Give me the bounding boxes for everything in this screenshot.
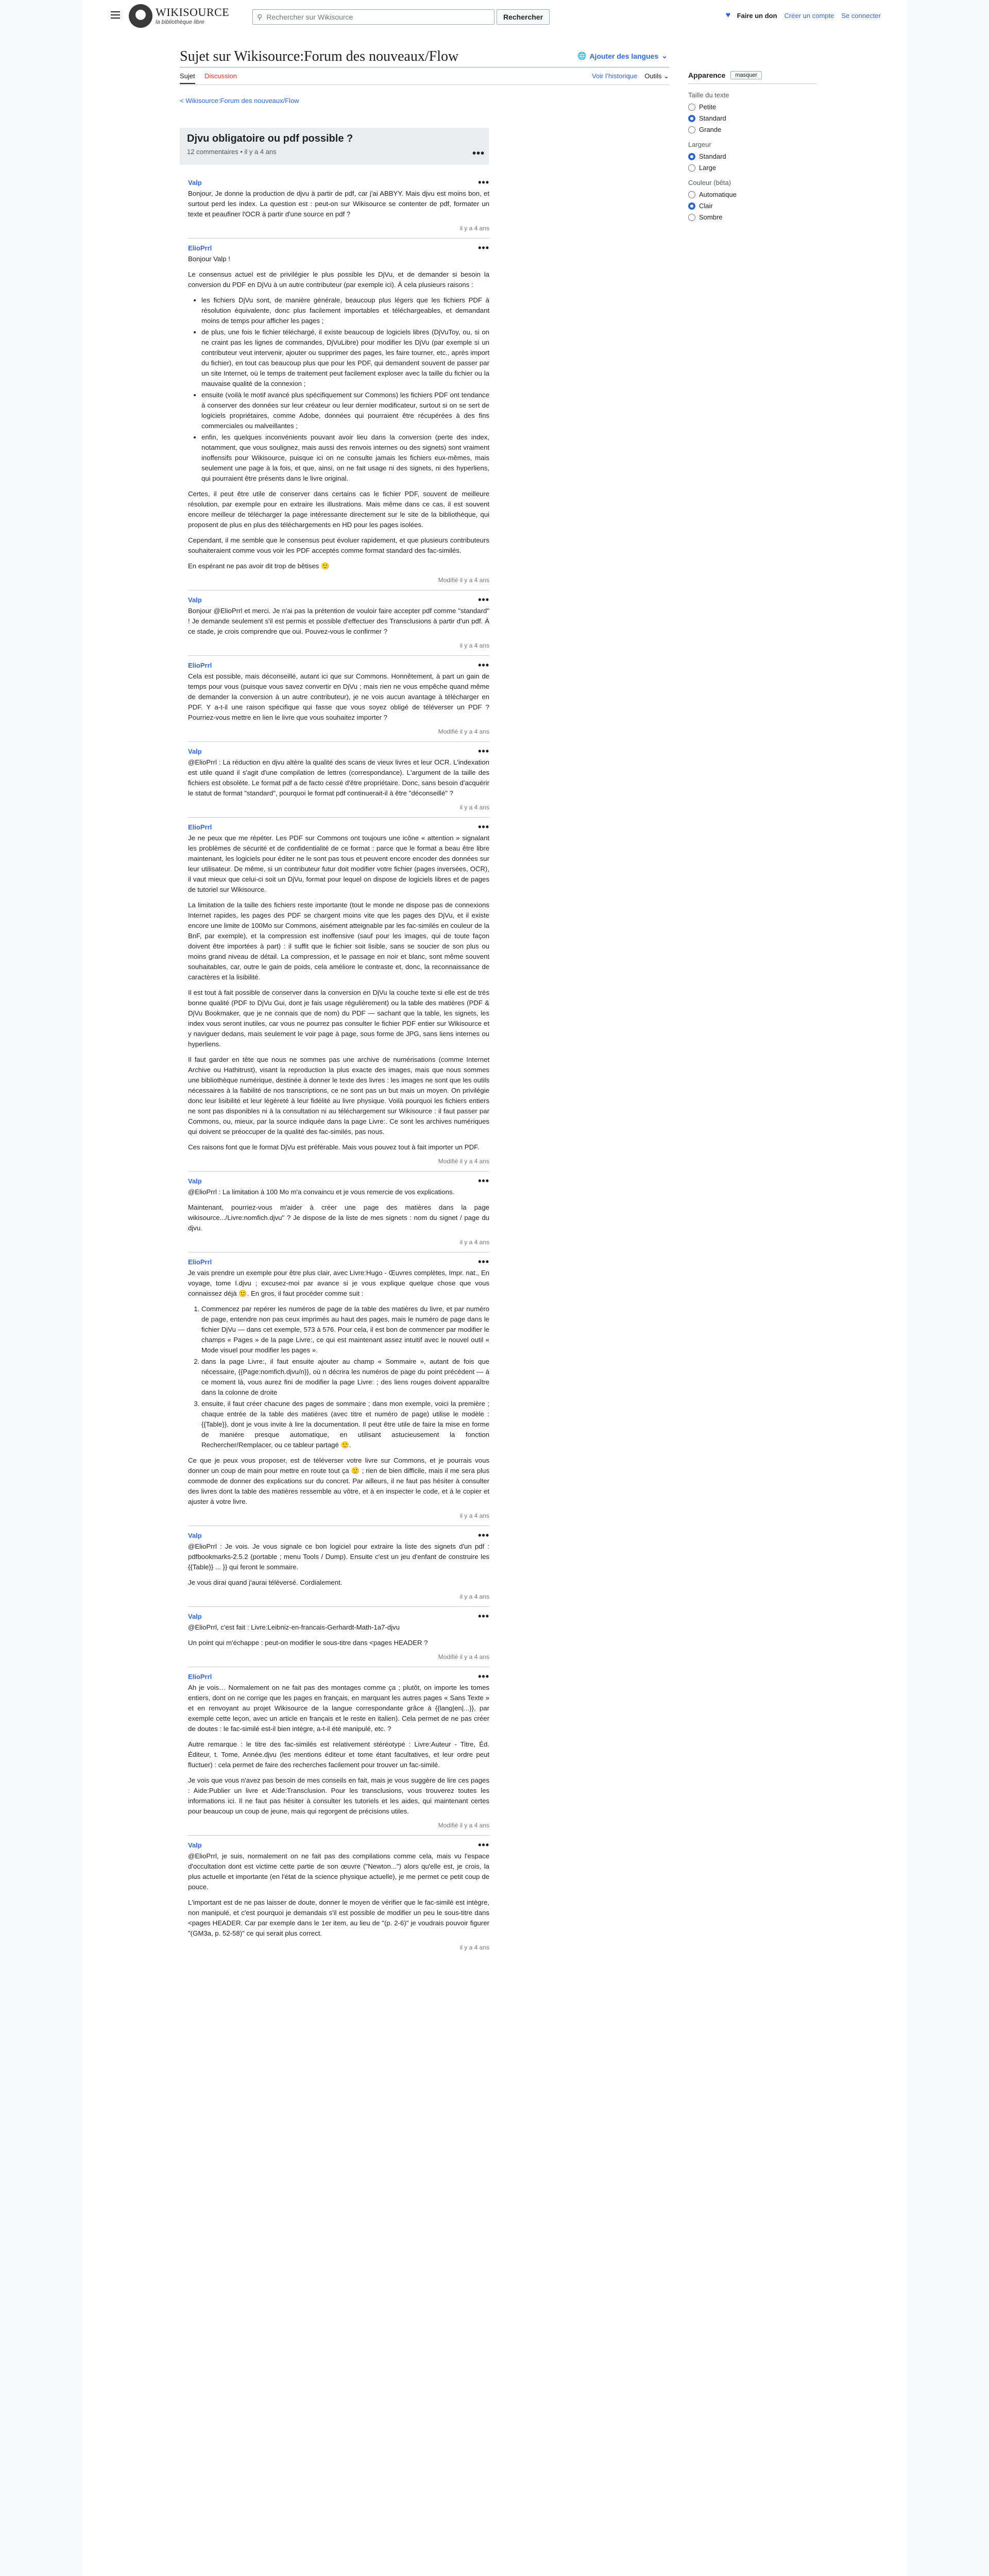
post-timestamp[interactable]: il y a 4 ans — [459, 1944, 489, 1951]
tabs-divider — [180, 84, 669, 85]
post — [188, 1252, 489, 1526]
post-timestamp[interactable]: Modifié il y a 4 ans — [438, 1822, 489, 1829]
page-tabs — [180, 72, 669, 84]
post — [188, 238, 489, 590]
post-paragraph: Autre remarque : le titre des fac-similés est relativement stéréotypé : Livre:Auteur - Titre, Éd. Éditeur, t. Tome, Année.djvu (les mentions éditeur et tome étant facultatives, et leur ordre peut fluctuer) : cela permet de faire des recherches facilement pour trouver un fac-similé. — [188, 1740, 489, 1769]
text-size-group — [688, 91, 817, 133]
list-item: • de plus, une fois le fichier téléchargé, il existe beaucoup de logiciels libres (DjVuToy, ou, si on ne craint pas les lignes de commandes, DjVuLibre) pour modifier les DjVu (par exemple si un contributeur veut intervenir, ajouter ou supprimer des pages, les faire tourner, etc., après import du fichier), en tout cas beaucoup plus que pour les PDF, qui demandent souvent de passer par un site Internet, où le temps de traitement peut facilement exploser avec la taille du fichier ou la mauvaise qualité de la connexion ; — [201, 327, 489, 389]
post-paragraph: Cela est possible, mais déconseillé, autant ici que sur Commons. Honnêtement, à part un gain de temps pour vous (puisque vous savez convertir en DjVu ; mais rien ne vous empêche quand même de demander la conversion à un autre contributeur), je ne vois aucun avantage à télécharger en PDF. Y a-t-il une raison spécifique qui fasse que vous soyez obligé de téléverser un PDF ? Pourriez-vous mettre en lien le livre que vous souhaitez importer ? — [188, 672, 489, 721]
post-body — [188, 757, 489, 799]
wikisource-logo-icon — [129, 4, 152, 28]
post-timestamp[interactable]: il y a 4 ans — [459, 1239, 489, 1246]
post-paragraph: @ElioPrrl : La réduction en djvu altère la qualité des scans de vieux livres et leur OCR. L'indexation est utile quand il s'agit d'une compilation de lettres (correspondance). L'argument de la taille des fichiers est obsolète. Le format pdf a de facto cessé d'être propriétaire. Donc, sans besoin d'acquérir le statut de format "standard", pourquoi le format pdf continuerait-il à être "déconseillé" ? — [188, 758, 489, 797]
list-item: • ensuite (voilà le motif avancé plus spécifiquement sur Commons) les fichiers PDF ont tendance à conserver des données sur leur créateur ou leur dernier modificateur, surtout si on se sert de logiciels propriétaires, comme Adobe, données qui pourraient être récupérées à des fins commerciales ou malveillantes ; — [201, 390, 489, 431]
appearance-title: Apparence — [688, 71, 726, 79]
chevron-down-icon: ⌄ — [663, 72, 669, 80]
view-history-link[interactable]: Voir l’historique — [592, 72, 638, 80]
site-header — [82, 0, 907, 33]
post-paragraph: @ElioPrrl, c'est fait : Livre:Leibniz-en-francais-Gerhardt-Math-1a7-djvu — [188, 1623, 400, 1631]
post-actions-menu[interactable]: ••• — [478, 660, 489, 670]
post-timestamp[interactable]: il y a 4 ans — [459, 225, 489, 232]
topic-meta: 12 commentaires • il y a 4 ans — [187, 148, 277, 156]
post-header — [188, 1176, 489, 1186]
post-actions-menu[interactable]: ••• — [478, 177, 489, 188]
post-actions-menu[interactable]: ••• — [478, 1257, 489, 1267]
language-icon: 🌐 — [577, 52, 587, 60]
post-paragraph: L'important est de ne pas laisser de doute, donner le moyen de vérifier que le fac-similé est intègre, non manipulé, et c'est pourquoi je demandais s'il est possible de modifier un peu le sous-titre dans <pages HEADER. Car par exemple dans le 1er item, au lieu de "(p. 2-6)" je voudrais pouvoir figurer "(GM3a, p. 52-58)" ce qui serait plus correct. — [188, 1899, 489, 1937]
post-body — [188, 671, 489, 723]
post-author[interactable]: Valp — [188, 1531, 202, 1539]
numbered-list — [201, 1304, 489, 1450]
post-paragraph: @ElioPrrl, je suis, normalement on ne fait pas des compilations comme cela, mais vu l'espace d'occultation dont est victime cette partie de son œuvre ("Newton...") alors qu'elle est, je crois, la plus actuelle et importante (en l'état de la science physique actuelle), je me permet ce petit coup de pouce. — [188, 1852, 489, 1891]
post-body — [188, 1268, 489, 1507]
post-author[interactable]: ElioPrrl — [188, 823, 212, 831]
post-author[interactable]: Valp — [188, 1177, 202, 1185]
radio-button[interactable] — [688, 191, 695, 198]
radio-button[interactable] — [688, 115, 695, 122]
post-actions-menu[interactable]: ••• — [478, 243, 489, 253]
appearance-panel — [688, 71, 817, 225]
tab-discussion[interactable]: Discussion — [204, 72, 237, 80]
tools-label: Outils — [644, 72, 662, 80]
option-label: Standard — [699, 152, 726, 160]
post — [188, 741, 489, 817]
main-menu-button[interactable] — [108, 9, 123, 24]
post-actions-menu[interactable]: ••• — [478, 595, 489, 605]
post-paragraph: Un point qui m'échappe : peut-on modifier le sous-titre dans <pages HEADER ? — [188, 1639, 428, 1647]
post-paragraph: Certes, il peut être utile de conserver dans certains cas le fichier PDF, souvent de meilleure résolution, par exemple pour en extraire les illustrations. Mais même dans ce cas, il est souvent encore meilleur de télécharger la page intéressante directement sur le site de la bibliothèque, qui proposent de plus en plus des téléchargements en HD pour les pages isolées. — [188, 490, 489, 529]
topic-actions-menu[interactable]: ••• — [472, 148, 485, 159]
post-body — [188, 1851, 489, 1939]
option-label: Clair — [699, 202, 713, 210]
post-author[interactable]: Valp — [188, 596, 202, 604]
post-paragraph: Bonjour @ElioPrrl et merci. Je n'ai pas la prétention de vouloir faire accepter pdf comme "standard" ! Je demande seulement s'il est permis et possible d'effectuer des Transclusions à partir d'un pdf. À ce stade, je crois comprendre que oui. Pouvez-vous le confirmer ? — [188, 607, 489, 635]
post-actions-menu[interactable]: ••• — [478, 822, 489, 832]
post-paragraph: Cependant, il me semble que le consensus peut évoluer rapidement, et que plusieurs contributeurs souhaiteraient comme vous voir les PDF acceptés comme format standard des fac-similés. — [188, 536, 489, 554]
post-body — [188, 254, 489, 571]
post-author[interactable]: Valp — [188, 747, 202, 755]
post-paragraph: Bonjour, Je donne la production de djvu à partir de pdf, car j'ai ABBYY. Mais djvu est moins bon, et surtout perd les index. La question est : peut-on sur Wikisource se contenter de pdf, formater un texte et peaufiner l'OCR à partir d'une source en pdf ? — [188, 190, 489, 218]
search-button[interactable]: Rechercher — [497, 9, 550, 25]
post-paragraph: Maintenant, pourriez-vous m'aider à créer une page des matières dans la page wikisource.../Livre:nomfich.djvu" ? Je dispose de la liste de mes signets : nom du signet / page du djvu. — [188, 1204, 489, 1232]
post-body — [188, 606, 489, 637]
topic-title: Djvu obligatoire ou pdf possible ? — [187, 133, 353, 144]
post-body — [188, 189, 489, 219]
width-option-standard[interactable] — [688, 152, 817, 160]
post — [188, 1835, 489, 1957]
size-option-small[interactable] — [688, 103, 817, 111]
tab-subject[interactable]: Sujet — [180, 72, 195, 84]
login-link[interactable]: Se connecter — [841, 11, 881, 20]
post-list — [188, 173, 489, 1957]
search-input[interactable] — [252, 9, 494, 25]
post-paragraph: La limitation de la taille des fichiers reste importante (tout le monde ne dispose pas de connexions Internet rapides, les pages des PDF se chargent moins vite que les pages des DjVu, et il existe encore une limite de 100Mo sur Commons, aisément atteignable par les fac-similés en couleur de la BnF, par exemple), et la compression est inoffensive (sauf pour les images, qui de toute façon doivent être importées à part) : il suffit que le fichier soit lisible, sans se soucier de son plus ou moins grand niveau de détail. La compression, et le passage en noir et blanc, sont même souvent souhaitables, car, outre le gain de poids, cela améliore le contraste et, donc, la reconnaissance de caractères et la lisibilité. — [188, 901, 489, 981]
post-body — [188, 833, 489, 1153]
search-icon: ⚲ — [257, 12, 263, 21]
post-paragraph: Il est tout à fait possible de conserver dans la conversion en DjVu la couche texte si elle est de très bonne qualité (PDF to DjVu Gui, dont je fais usage régulièrement) ou la table des matières (PDF & DjVu Bookmaker, que je ne connais que de nom) du PDF — sachant que la table, les signets, les index vous seront inutiles, car vous ne pourrez pas consulter le fichier PDF entier sur Wikisource et y naviguer dedans, mais seulement le voir page à page, sous forme de JPG, sans liens internes ou hyperliens. — [188, 989, 489, 1048]
donate-link[interactable] — [726, 11, 777, 20]
color-option-dark[interactable] — [688, 213, 817, 221]
radio-button[interactable] — [688, 202, 695, 210]
post-paragraph: @ElioPrrl : La limitation à 100 Mo m'a convaincu et je vous remercie de vos explications. — [188, 1188, 455, 1196]
post — [188, 1606, 489, 1667]
post-body — [188, 1541, 489, 1588]
post-actions-menu[interactable]: ••• — [478, 746, 489, 756]
post-timestamp[interactable]: Modifié il y a 4 ans — [438, 728, 489, 735]
tools-menu[interactable] — [644, 72, 669, 80]
radio-button[interactable] — [688, 104, 695, 111]
post — [188, 1171, 489, 1252]
create-account-link[interactable]: Créer un compte — [784, 11, 834, 20]
post-actions-menu[interactable]: ••• — [478, 1840, 489, 1850]
logo-tagline: la bibliothèque libre — [156, 19, 204, 25]
post-paragraph: Je vous dirai quand j'aurai téléversé. Cordialement. — [188, 1579, 343, 1586]
radio-button[interactable] — [688, 214, 695, 221]
width-option-large[interactable] — [688, 164, 817, 172]
post-author[interactable]: ElioPrrl — [188, 244, 212, 252]
post-actions-menu[interactable]: ••• — [478, 1611, 489, 1621]
text-size-label: Taille du texte — [688, 91, 729, 99]
post-author[interactable]: ElioPrrl — [188, 1672, 212, 1681]
post-header — [188, 1840, 489, 1850]
post-header — [188, 243, 489, 253]
post-timestamp[interactable]: il y a 4 ans — [459, 804, 489, 811]
post-timestamp[interactable]: il y a 4 ans — [459, 1593, 489, 1600]
radio-button[interactable] — [688, 153, 695, 160]
option-label: Standard — [699, 114, 726, 122]
post — [188, 655, 489, 741]
breadcrumb[interactable]: < Wikisource:Forum des nouveaux/Flow — [180, 97, 299, 105]
post-header — [188, 595, 489, 605]
topic-header — [180, 128, 489, 165]
list-item: 3. ensuite, il faut créer chacune des pages de sommaire ; dans mon exemple, voici la première ; chaque entrée de la table des matières (avec titre et numéro de page) utilise le modèle : {{Table}}, dont je vous invite à lire la documentation. Il peut être utile de faire la mise en forme de manière presque automatique, en utilisant astucieusement la fonction Rechercher/Remplacer, ou ce tableur partagé 🙂. — [201, 1399, 489, 1450]
list-item: 1. Commencez par repérer les numéros de page de la table des matières du livre, et par numéro de page, entendre non pas ceux imprimés au haut des pages, mais le numéro de page dans le fichier DjVu — dans cet exemple, 573 à 576. Pour cela, il est bon de commencer par modifier le champs « Pages » de la page Livre:, ce qui est maintenant assez intuitif avec le nouvel outil « Mode visuel pour modifier les pages ». — [201, 1304, 489, 1355]
post-paragraph: Ce que je peux vous proposer, est de téléverser votre livre sur Commons, et je pourrais vous donner un coup de main pour mettre en route tout ça 🙂 ; rien de bien difficile, mais il me sera plus commode de donner des explications sur du concret. Par ailleurs, il ne faut pas hésiter à consulter des livres dont la table des matières ressemble au vôtre, et à en inspecter le code, et à le copier et ajuster à votre livre. — [188, 1456, 489, 1505]
post-author[interactable]: Valp — [188, 1841, 202, 1849]
post-author[interactable]: ElioPrrl — [188, 661, 212, 669]
post-body — [188, 1187, 489, 1233]
post-paragraph: Il faut garder en tête que nous ne sommes pas une archive de numérisations (comme Internet Archive ou Hathitrust), visant la reproduction la plus exacte des images, mais que nous sommes une bibliothèque numérique, destinée à donner le texte des livres : les images ne sont que les outils nécessaires à la fiabilité de nos transcriptions, ce ne sont pas un but mais un moyen. On privilégie donc leur lisibilité et leur légèreté à leur fidélité au livre physique. Voilà pourquoi les fichiers entiers ne sont pas disponibles ni à la consultation ni au téléchargement sur Wikisource : il faut passer par Commons, ou, mieux, par la source indiquée dans la page Livre:. Ce sont les archives numériques qui doivent se préoccuper de la qualité des fac-similés, pas nous. — [188, 1056, 489, 1136]
post — [188, 590, 489, 655]
post-paragraph: En espérant ne pas avoir dit trop de bêtises 🙂 — [188, 562, 330, 570]
post-header — [188, 746, 489, 756]
page-title: Sujet sur Wikisource:Forum des nouveaux/Flow — [180, 48, 459, 64]
post-header — [188, 1530, 489, 1540]
post — [188, 1526, 489, 1606]
post — [188, 1667, 489, 1835]
add-languages-button[interactable] — [577, 52, 668, 60]
color-label: Couleur (bêta) — [688, 179, 731, 187]
post-author[interactable]: Valp — [188, 1612, 202, 1620]
post-header — [188, 822, 489, 832]
post-actions-menu[interactable]: ••• — [478, 1671, 489, 1682]
post-timestamp[interactable]: il y a 4 ans — [459, 1512, 489, 1519]
post-paragraph: Bonjour Valp ! — [188, 255, 230, 263]
post-body — [188, 1683, 489, 1817]
post-paragraph: Je vois que vous n'avez pas besoin de mes conseils en fait, mais je vous suggère de lire ces pages : Aide:Publier un livre et Aide:Transclusion. Pour les transclusions, vous trouverez toutes les informations ici. Il ne faut pas hésiter à consulter les tutoriels et les aides, qui maintenant certes pour beaucoup un coup de jeune, mais qui regorgent de précisions utiles. — [188, 1776, 489, 1815]
option-label: Grande — [699, 126, 722, 133]
post-paragraph: Ces raisons font que le format DjVu est préférable. Mais vous pouvez tout à fait importer un PDF. — [188, 1143, 480, 1151]
option-label: Sombre — [699, 213, 723, 221]
user-links — [726, 11, 881, 20]
list-item: • enfin, les quelques inconvénients pouvant avoir lieu dans la conversion (perte des index, notamment, que vous soulignez, mais aussi des renvois internes ou des signets) sont vraiment inoffensifs pour Wikisource, puisque ici on ne consulte jamais les fichiers eux-mêmes, mais seulement une page à la fois, et que, ainsi, on ne fait usage ni des signets, ni des hyperliens, qui pourraient être présents dans le livre original. — [201, 432, 489, 484]
logo-name: WIKISOURCE — [156, 6, 230, 19]
width-group — [688, 141, 817, 172]
option-label: Petite — [699, 103, 717, 111]
post-timestamp[interactable]: il y a 4 ans — [459, 642, 489, 649]
post — [188, 173, 489, 238]
hide-appearance-button[interactable]: masquer — [730, 71, 762, 79]
post-timestamp[interactable]: Modifié il y a 4 ans — [438, 1158, 489, 1165]
post-paragraph: Je vais prendre un exemple pour être plus clair, avec Livre:Hugo - Œuvres complètes, Impr. nat., En voyage, tome I.djvu ; excusez-moi par avance si je vous explique quelque chose que vous connaissez déjà 🙂. En gros, il faut procéder comme suit : — [188, 1269, 489, 1297]
post-header — [188, 177, 489, 188]
post-header — [188, 1257, 489, 1267]
radio-button[interactable] — [688, 126, 695, 133]
size-option-large[interactable] — [688, 126, 817, 133]
option-label: Large — [699, 164, 717, 172]
post-timestamp[interactable]: Modifié il y a 4 ans — [438, 1653, 489, 1660]
heart-icon: ♥ — [725, 11, 731, 20]
post-paragraph: Je ne peux que me répéter. Les PDF sur Commons ont toujours une icône « attention » signalant les problèmes de sécurité et de confidentialité de ce format : parce que le format a beau être libre maintenant, les logiciels pour éditer ne le sont pas tous et peuvent encore encoder des données sur leur utilisateur. De même, si un contributeur futur doit modifier votre fichier (pages inversées, OCR), il vaut mieux que celui-ci soit un DjVu, format pour lequel on dispose de logiciels libres et de pages de tutoriel sur Wikisource. — [188, 834, 489, 893]
post-header — [188, 660, 489, 670]
post-header — [188, 1611, 489, 1621]
width-label: Largeur — [688, 141, 711, 148]
post-actions-menu[interactable]: ••• — [478, 1176, 489, 1186]
radio-button[interactable] — [688, 164, 695, 172]
search-placeholder: Rechercher sur Wikisource — [266, 13, 353, 21]
post-paragraph: Le consensus actuel est de privilégier le plus possible les DjVu, et de demander si besoin la conversion du PDF en DjVu à un autre contributeur (par exemple ici). À cela plusieurs raisons : — [188, 270, 489, 289]
post-header — [188, 1671, 489, 1682]
post-author[interactable]: Valp — [188, 178, 202, 187]
post-author[interactable]: ElioPrrl — [188, 1258, 212, 1266]
color-option-auto[interactable] — [688, 191, 817, 198]
site-logo[interactable] — [129, 4, 229, 28]
color-group — [688, 179, 817, 221]
post — [188, 817, 489, 1171]
add-languages-label: Ajouter des langues — [589, 52, 659, 60]
post-paragraph: @ElioPrrl : Je vois. Je vous signale ce bon logiciel pour extraire la liste des signets d'un pdf : pdfbookmarks-2.5.2 (portable ; menu Tools / Dump). Ensuite c'est un jeu d'enfant de construire les {{Table}} ... }} qui feront le sommaire. — [188, 1543, 489, 1571]
search-form — [252, 9, 550, 25]
post-paragraph: Ah je vois… Normalement on ne fait pas des montages comme ça ; plutôt, on importe les tomes entiers, dont on ne corrige que les pages en français, en marquant les autres pages « Sans Texte » et en renvoyant au projet Wikisource de la langue correspondante grâce à {{lang|en|...}}, par exemple cette leçon, avec un article en français et le reste en italien). Cela permet de ne pas créer de doutes : le fac-similé est-il bien intègre, a-t-il été manipulé, etc. ? — [188, 1684, 489, 1733]
chevron-down-icon: ⌄ — [661, 52, 668, 60]
option-label: Automatique — [699, 191, 737, 198]
size-option-standard[interactable] — [688, 114, 817, 122]
donate-label: Faire un don — [737, 11, 777, 20]
bullet-list — [201, 295, 489, 484]
list-item: 2. dans la page Livre:, il faut ensuite ajouter au champ « Sommaire », autant de fois que nécessaire, {{Page:nomfich.djvu/n}}, où n décrira les numéros de page du point précédent — à ce moment là, vous aurez fini de modifier la page Livre: ; des liens rouges doivent apparaître dans la colonne de droite — [201, 1357, 489, 1398]
post-timestamp[interactable]: Modifié il y a 4 ans — [438, 577, 489, 584]
color-option-light[interactable] — [688, 202, 817, 210]
list-item: • les fichiers DjVu sont, de manière générale, beaucoup plus légers que les fichiers PDF à résolution équivalente, donc plus facilement importables et téléchargeables, et demandant moins de temps pour afficher les pages ; — [201, 295, 489, 326]
post-body — [188, 1622, 489, 1648]
post-actions-menu[interactable]: ••• — [478, 1530, 489, 1540]
